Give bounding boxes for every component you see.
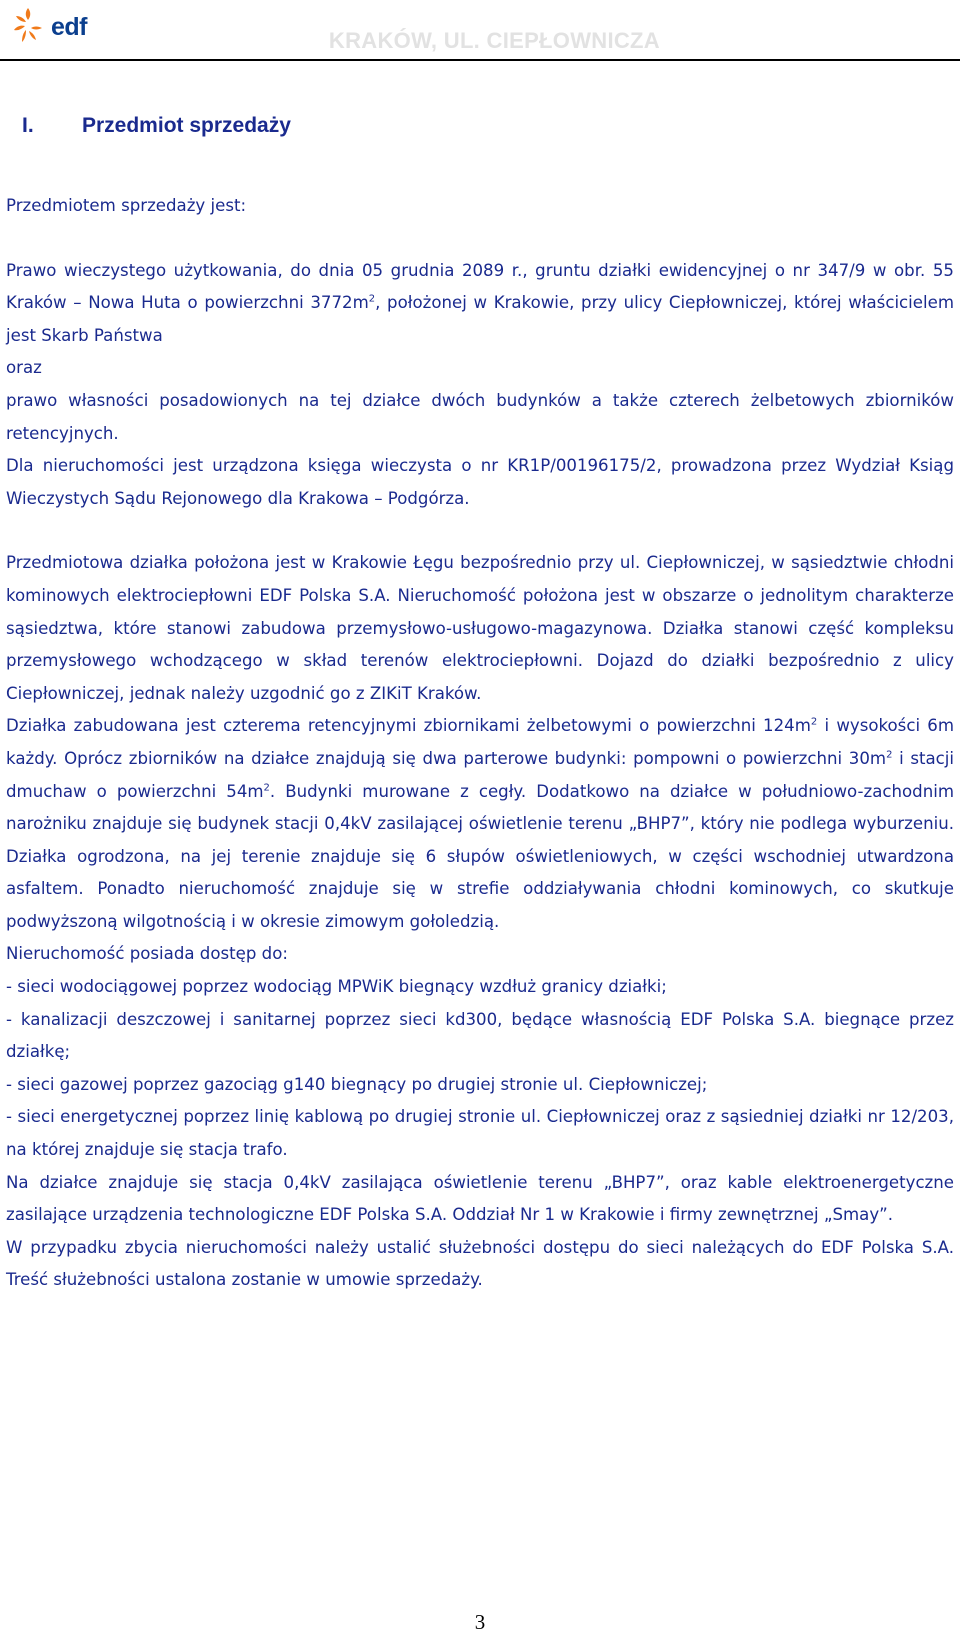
sunburst-icon bbox=[10, 4, 50, 48]
p1-text-b: , położonej w Krakowie, przy ulicy Ciepłowniczej, której właścicielem jest Skarb Państwa bbox=[6, 293, 954, 345]
access-intro: Nieruchomość posiada dostęp do: bbox=[6, 944, 288, 964]
page-header bbox=[0, 0, 960, 62]
paragraph-land-register: Dla nieruchomości jest urządzona księga wieczysta o nr KR1P/00196175/2, prowadzona przez Wydział Ksiąg Wieczystych Sądu Rejonowego dla Krakowa – Podgórza. bbox=[6, 456, 954, 508]
access-item-sewer: - kanalizacji deszczowej i sanitarnej poprzez sieci kd300, będące własnością EDF Polska S.A. biegnące przez działkę; bbox=[6, 1009, 954, 1062]
spacer bbox=[6, 515, 954, 547]
document-header-title: KRAKÓW, UL. CIEPŁOWNICZA bbox=[328, 28, 660, 53]
access-item-power: - sieci energetycznej poprzez linię kablową po drugiej stronie ul. Ciepłowniczej oraz z sąsiedniej działki nr 12/203, na której znajduje się stacja trafo. bbox=[6, 1107, 954, 1160]
paragraph-usufruct bbox=[6, 255, 954, 353]
p1-text-a: Prawo wieczystego użytkowania, do dnia 05 grudnia 2089 r., gruntu działki ewidencyjnej o nr 347/9 w obr. 55 Kraków – Nowa Huta o powierzchni 3772m bbox=[6, 260, 954, 313]
page-number: 3 bbox=[474, 1610, 486, 1634]
header-divider bbox=[0, 59, 960, 61]
access-item-gas: - sieci gazowej poprzez gazociąg g140 biegnący po drugiej stronie ul. Ciepłowniczej; bbox=[6, 1074, 708, 1094]
section-title: Przedmiot sprzedaży bbox=[82, 114, 291, 137]
p5-text-b: i wysokości 6m każdy. Oprócz zbiorników na działce znajdują się dwa parterowe budynki: pompowni o powierzchni 30m bbox=[6, 716, 954, 768]
logo-wordmark: edf bbox=[51, 13, 87, 41]
p5-superscript-2: 2 bbox=[886, 749, 893, 761]
section-heading bbox=[6, 108, 954, 152]
edf-logo bbox=[10, 4, 120, 48]
p5-superscript-3: 2 bbox=[263, 781, 270, 793]
paragraph-oraz: oraz bbox=[6, 358, 42, 378]
paragraph-cables: Na działce znajduje się stacja 0,4kV zasilająca oświetlenie terenu „BHP7”, oraz kable elektroenergetyczne zasilające urządzenia technologiczne EDF Polska S.A. Oddział Nr 1 w Krakowie i firmy zewnętrznej „Smay”. bbox=[6, 1172, 954, 1225]
p5-superscript-1: 2 bbox=[810, 716, 818, 728]
p1-superscript: 2 bbox=[368, 293, 376, 305]
document-body bbox=[6, 108, 954, 1297]
paragraph-ownership: prawo własności posadowionych na tej działce dwóch budynków a także czterech żelbetowych zbiorników retencyjnych. bbox=[6, 390, 954, 443]
access-item-water: - sieci wodociągowej poprzez wodociąg MPWiK biegnący wzdłuż granicy działki; bbox=[6, 977, 667, 997]
spacer bbox=[6, 152, 954, 190]
p5-text-c: i stacji dmuchaw o powierzchni 54m bbox=[6, 748, 955, 801]
paragraph-location: Przedmiotowa działka położona jest w Krakowie Łęgu bezpośrednio przy ul. Ciepłowniczej, w sąsiedztwie chłodni kominowych elektrociepłowni EDF Polska S.A. Nieruchomość położona jest w obszarze o jednolitym charakterze sąsiedztwa, które stanowi zabudowa przemysłowo-usługowo-magazynowa. Działka stanowi część kompleksu przemysłowego wchodzącego w skład terenów elektrociepłowni. Dojazd do działki bezpośrednio z ulicy Ciepłowniczej, jednak należy uzgodnić go z ZIKiT Kraków. bbox=[6, 553, 954, 703]
p5-text-a: Działka zabudowana jest czterema retencyjnymi zbiornikami żelbetowymi o powierzchni 124m bbox=[6, 716, 811, 736]
spacer bbox=[6, 223, 954, 255]
section-number: I. bbox=[22, 114, 34, 137]
intro-paragraph: Przedmiotem sprzedaży jest: bbox=[6, 196, 247, 215]
paragraph-easement: W przypadku zbycia nieruchomości należy ustalić służebności dostępu do sieci należących do EDF Polska S.A. Treść służebności ustalona zostanie w umowie sprzedaży. bbox=[6, 1237, 954, 1290]
p5-text-d: . Budynki murowane z cegły. Dodatkowo na działce w południowo-zachodnim narożniku znajduje się budynek stacji 0,4kV zasilającej oświetlenie terenu „BHP7”, który nie podlega wyburzeniu. Działka ogrodzona, na jej terenie znajduje się 6 słupów oświetleniowych, w części wschodniej utwardzona asfaltem. Ponadto nieruchomość znajduje się w strefie oddziaływania chłodni kominowych, co skutkuje podwyższoną wilgotnością i w okresie zimowym gołoledzią. bbox=[6, 781, 954, 931]
paragraph-buildings bbox=[6, 710, 954, 938]
